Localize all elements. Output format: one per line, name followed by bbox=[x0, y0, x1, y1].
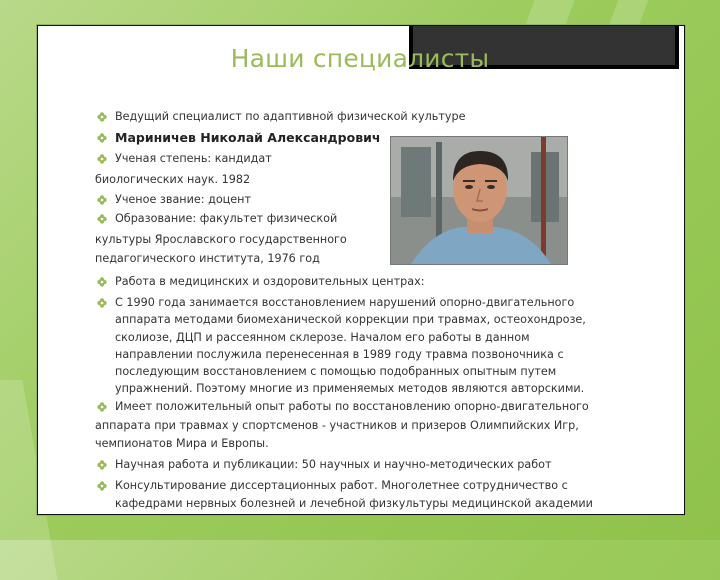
specialist-photo bbox=[390, 136, 568, 265]
flower-bullet-icon bbox=[97, 112, 107, 122]
slide-text-line: Консультирование диссертационных работ. Многолетнее сотрудничество с bbox=[115, 479, 568, 492]
flower-bullet-icon bbox=[97, 402, 107, 412]
flower-bullet-icon bbox=[97, 277, 107, 287]
flower-bullet-icon bbox=[97, 154, 107, 164]
slide-text-line: аппарата методами биомеханической коррекции при травмах, остеохондрозе, bbox=[115, 313, 586, 326]
flower-bullet-icon bbox=[97, 214, 107, 224]
slide-text-line: Работа в медицинских и оздоровительных центрах: bbox=[115, 275, 425, 288]
slide-text-line: Мариничев Николай Александрович bbox=[115, 130, 381, 145]
slide-text-line: чемпионатов Мира и Европы. bbox=[95, 437, 269, 450]
slide-text-line: С 1990 года занимается восстановлением нарушений опорно-двигательного bbox=[115, 296, 575, 309]
slide-text-line: кафедрами нервных болезней и лечебной физкультуры медицинской академии bbox=[115, 497, 593, 510]
slide-title: Наши специалисты bbox=[230, 44, 490, 73]
slide-text-line: педагогического института, 1976 год bbox=[95, 252, 320, 265]
specialist-portrait-image bbox=[391, 137, 567, 264]
flower-bullet-icon bbox=[97, 298, 107, 308]
slide-text-line: сколиозе, ДЦП и рассеянном склерозе. Началом его работы в данном bbox=[115, 331, 530, 344]
slide-text-line: направлении послужила перенесенная в 1989 году травма позвоночника с bbox=[115, 348, 564, 361]
slide-text-line: аппарата при травмах у спортсменов - участников и призеров Олимпийских Игр, bbox=[95, 419, 579, 432]
slide-text-line: Ученое звание: доцент bbox=[115, 193, 252, 206]
slide-text-line: культуры Ярославского государственного bbox=[95, 233, 347, 246]
flower-bullet-icon bbox=[97, 481, 107, 491]
slide-text-line: Ведущий специалист по адаптивной физической культуре bbox=[115, 110, 466, 123]
slide-text-line: Ученая степень: кандидат bbox=[115, 152, 272, 165]
slide-text-line: Научная работа и публикации: 50 научных и научно-методических работ bbox=[115, 458, 552, 471]
slide-text-line: биологических наук. 1982 bbox=[95, 173, 251, 186]
slide-text-line: упражнений. Поэтому многие из применяемых методов являются авторскими. bbox=[115, 382, 585, 395]
flower-bullet-icon bbox=[97, 133, 107, 143]
flower-bullet-icon bbox=[97, 195, 107, 205]
flower-bullet-icon bbox=[97, 460, 107, 470]
slide-text-line: последующим восстановлением с помощью подобранных опытным путем bbox=[115, 365, 557, 378]
slide-text-line: Образование: факультет физической bbox=[115, 212, 338, 225]
slide-text-line: Имеет положительный опыт работы по восстановлению опорно-двигательного bbox=[115, 400, 589, 413]
